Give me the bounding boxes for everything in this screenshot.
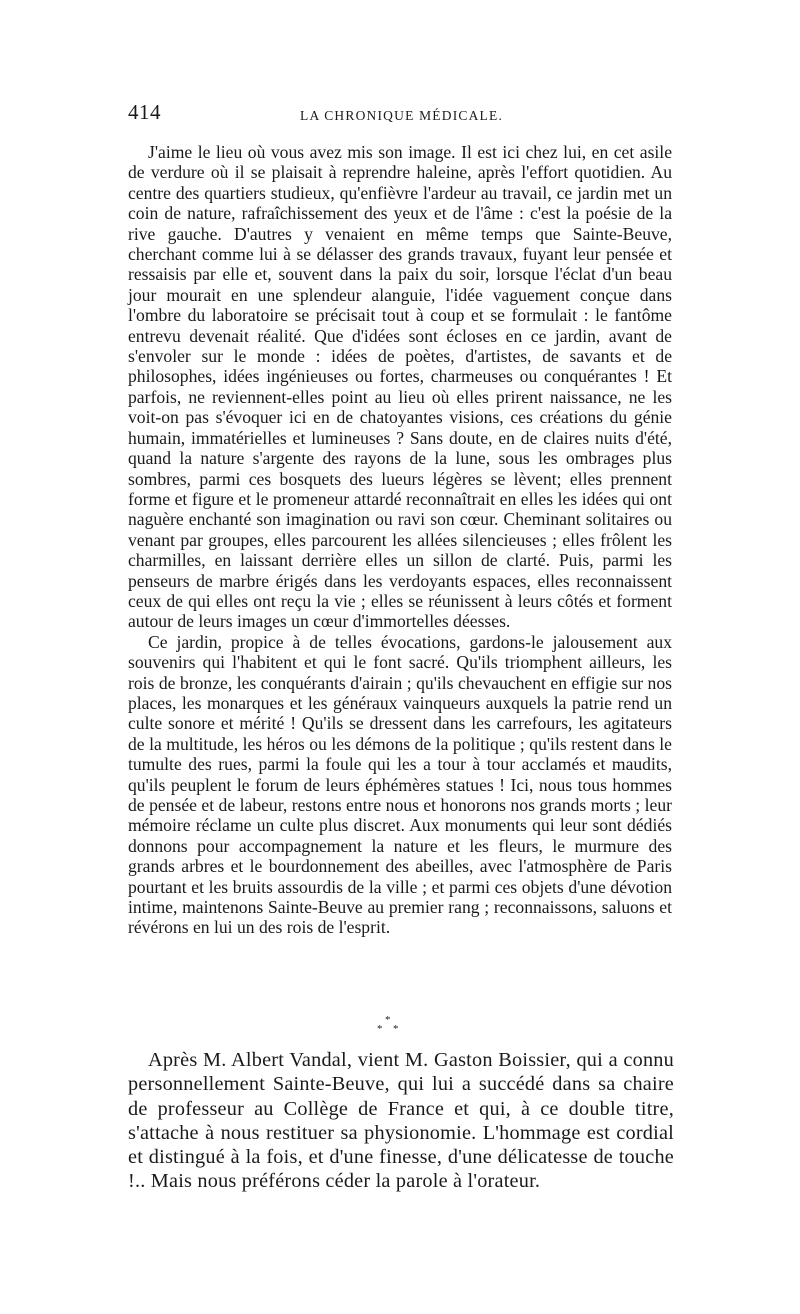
separator-star: * — [377, 1023, 383, 1035]
paragraph-garden: J'aime le lieu où vous avez mis son image. Il est ici chez lui, en cet asile de verdure où il se plaisait à reprendre haleine, après l'effort quotidien. Au centre des quartiers studieux, qu'enfièvre l'ardeur au travail, ce jardin met un coin de nature, rafraîchissement des yeux et de l'âme : c'est la poésie de la rive gauche. D'autres y venaient en même temps que Sainte-Beuve, cherchant comme lui à se délasser des grands travaux, fuyant leur pensée et ressaisis par elle et, souvent dans la paix du soir, lorsque l'éclat d'un beau jour mourait en une splendeur alanguie, l'idée vaguement conçue dans l'ombre du laboratoire se précisait tout à coup et se formulait : le fantôme entrevu devenait réalité. Que d'idées sont écloses en ce jardin, avant de s'envoler sur le monde : idées de poètes, d'artistes, de savants et de philosophes, idées ingénieuses ou fortes, charmeuses ou conquérantes ! Et parfois, ne reviennent-elles point au lieu où elles prirent naissance, ne les voit-on pas s'évoquer ici en de chatoyantes visions, ces créations du génie humain, immatérielles et lumineuses ? Sans doute, en de claires nuits d'été, quand la nature s'argente des rayons de la lune, sous les ombrages plus sombres, parmi ces bosquets des lueurs légères se lèvent; elles prennent forme et figure et le promeneur attardé reconnaîtrait en elles les idées qui ont naguère enchanté son imagination ou ravi son cœur. Cheminant solitaires ou venant par groupes, elles parcourent les allées silencieuses ; elles frôlent les charmilles, en laissant derrière elles un sillon de clarté. Puis, parmi les penseurs de marbre érigés dans les verdoyants espaces, elles reconnaissent ceux de qui elles ont reçu la vie ; elles se réunissent à leurs côtés et forment autour de leurs images un cœur d'immortelles déesses. — [128, 142, 672, 632]
running-title: LA CHRONIQUE MÉDICALE. — [300, 108, 504, 123]
page-header — [128, 100, 672, 130]
paragraph-monuments: Ce jardin, propice à de telles évocations, gardons-le jalousement aux souvenirs qui l'habitent et qui le font sacré. Qu'ils triomphent ailleurs, les rois de bronze, les conquérants d'airain ; qu'ils chevauchent en effigie sur nos places, les monarques et les généraux vainqueurs auxquels la patrie rend un culte sonore et mérité ! Qu'ils se dressent dans les carrefours, les agitateurs de la multitude, les héros ou les démons de la politique ; qu'ils restent dans le tumulte des rues, parmi la foule qui les a tour à tour acclamés et maudits, qu'ils peuplent le forum de leurs éphémères statues ! Ici, nous tous hommes de pensée et de labeur, restons entre nous et honorons nos grands morts ; leur mémoire réclame un culte plus discret. Aux monuments qui leur sont dédiés donnons pour accompagnement la nature et les fleurs, le murmure des grands arbres et le bourdonnement des abeilles, avec l'atmosphère de Paris pourtant et les bruits assourdis de la ville ; et parmi ces objets d'une dévotion intime, maintenons Sainte-Beuve au premier rang ; reconnaissons, saluons et révérons en lui un des rois de l'esprit. — [128, 631, 672, 938]
section-separator — [372, 1014, 412, 1044]
page-number: 414 — [128, 100, 161, 124]
separator-star: * — [393, 1023, 399, 1035]
speech-excerpt — [128, 142, 672, 938]
editorial-note — [128, 1048, 674, 1194]
separator-star: * — [385, 1014, 391, 1026]
paragraph-boissier: Après M. Albert Vandal, vient M. Gaston Boissier, qui a connu personnellement Sainte-Beuve, qui lui a succédé dans sa chaire de professeur au Collège de France et qui, à ce double titre, s'attache à nous restituer sa physionomie. L'hommage est cordial et distingué à la fois, et d'une finesse, d'une délicatesse de touche !.. Mais nous préférons céder la parole à l'orateur. — [128, 1049, 674, 1193]
